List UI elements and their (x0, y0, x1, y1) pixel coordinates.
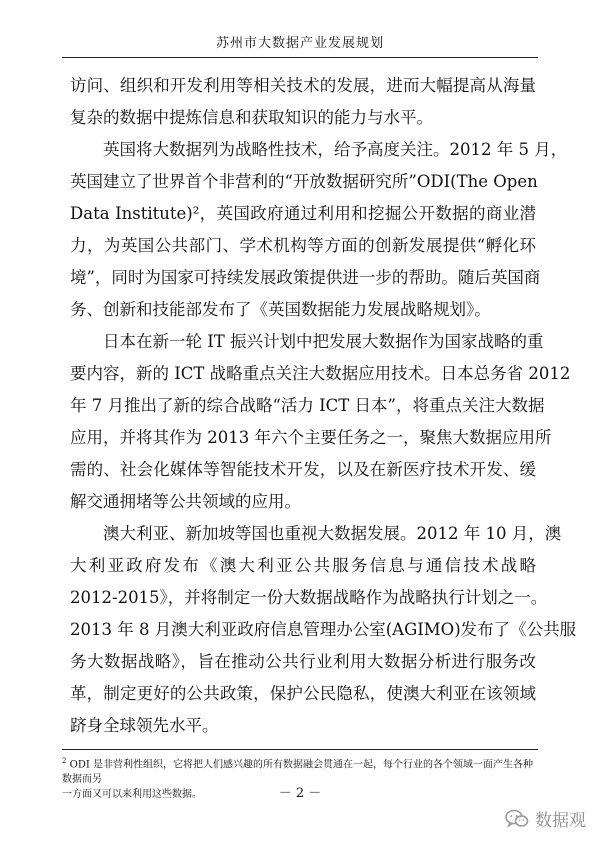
text-line: 复杂的数据中提炼信息和获取知识的能力与水平。 (70, 108, 433, 127)
text-line: 务、创新和技能部发布了《英国数据能力发展战略规划》。 (70, 300, 491, 319)
text-line: 澳大利亚、新加坡等国也重视大数据发展。2012 年 10 月，澳 (103, 524, 562, 543)
running-header: 苏州市大数据产业发展规划 (215, 36, 384, 51)
watermark (505, 806, 586, 831)
text-line: 英国将大数据列为战略性技术，给予高度关注。2012 年 5 月， (103, 140, 568, 159)
body-text (70, 70, 577, 742)
footnote-marker: 2 (62, 757, 67, 765)
text-line: 访问、组织和开发利用等相关技术的发展，进而大幅提高从海量 (70, 76, 536, 95)
text-line: 革，制定更好的公共政策，保护公民隐私，使澳大利亚在该领域 (70, 684, 536, 703)
wechat-icon (505, 809, 529, 829)
footnote-divider (62, 749, 538, 750)
page-number: － 2 － (278, 786, 322, 801)
footnote-text: ODI 是非营利性组织，它将把人们感兴趣的所有数据融会贯通在一起，每个行业的各个领域一面产生各种数据而另 (62, 759, 534, 786)
text-line: 2012-2015》，并将制定一份大数据战略作为战略执行计划之一。 (70, 588, 548, 607)
paragraph-2 (70, 134, 568, 326)
text-line: 要内容，新的 ICT 战略重点关注大数据应用技术。日本总务省 2012 (70, 364, 571, 383)
text-line: 跻身全球领先水平。 (70, 716, 219, 735)
paragraph-4 (70, 518, 577, 742)
footnote-line: 一方面又可以来利用这些数据。 (62, 789, 202, 801)
text-line: 务大数据战略》，旨在推动公共行业利用大数据分析进行服务改 (70, 652, 536, 671)
header-divider (62, 57, 538, 58)
text-line: Data Institute)²，英国政府通过利用和挖掘公开数据的商业潜 (70, 204, 536, 223)
text-line: 2013 年 8 月澳大利亚政府信息管理办公室(AGIMO)发布了《公共服 (70, 620, 577, 639)
text-line: 英国建立了世界首个非营利的“开放数据研究所”ODI(The Open (70, 172, 538, 191)
text-line: 大利亚政府发布《澳大利亚公共服务信息与通信技术战略 (70, 556, 536, 575)
text-line: 力，为英国公共部门、学术机构等方面的创新发展提供“孵化环 (70, 236, 536, 255)
paragraph-1 (70, 70, 536, 134)
text-line: 境”，同时为国家可持续发展政策提供进一步的帮助。随后英国商 (70, 268, 541, 287)
text-line: 解交通拥堵等公共领域的应用。 (70, 492, 301, 511)
watermark-text: 数据观 (535, 811, 586, 831)
text-line: 应用，并将其作为 2013 年六个主要任务之一，聚焦大数据应用所 (70, 428, 552, 447)
text-line: 年 7 月推出了新的综合战略“活力 ICT 日本”，将重点关注大数据 (70, 396, 545, 415)
text-line: 日本在新一轮 IT 振兴计划中把发展大数据作为国家战略的重 (103, 332, 544, 351)
text-line: 需的、社会化媒体等智能技术开发，以及在新医疗技术开发、缓 (70, 460, 536, 479)
paragraph-3 (70, 326, 571, 518)
